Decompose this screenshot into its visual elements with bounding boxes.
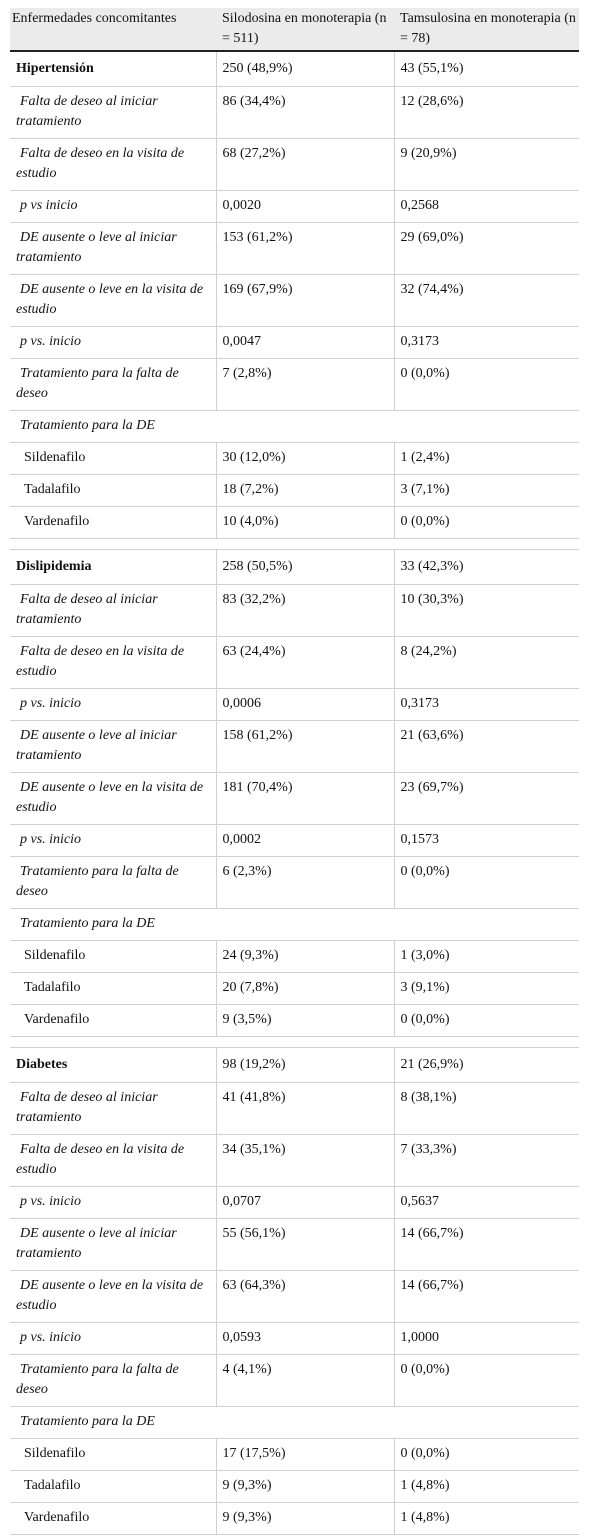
row-label (10, 1271, 216, 1323)
tamsulosina-value: 1 (4,8%) (394, 1471, 579, 1503)
silodosina-value: 4 (4,1%) (216, 1355, 394, 1407)
silodosina-value: 24 (9,3%) (216, 941, 394, 973)
tamsulosina-value: 29 (69,0%) (394, 223, 579, 275)
tamsulosina-value: 21 (26,9%) (394, 1048, 579, 1083)
row-label-text: Tratamiento para la falta de deseo (16, 1362, 179, 1397)
row-label-text: Falta de deseo al iniciar tratamiento (16, 592, 158, 627)
tamsulosina-value: 0 (0,0%) (394, 1355, 579, 1407)
drug-row (10, 941, 579, 973)
row-label (10, 223, 216, 275)
row-label-text: DE ausente o leve en la visita de estudio (16, 1278, 204, 1313)
table-row (10, 585, 579, 637)
drug-row (10, 475, 579, 507)
de-treatment-heading: Tratamiento para la DE (10, 909, 579, 941)
row-label-text: Falta de deseo al iniciar tratamiento (16, 94, 158, 129)
row-label-text: p vs. inicio (20, 696, 82, 711)
silodosina-value: 0,0002 (216, 825, 394, 857)
silodosina-value: 9 (9,3%) (216, 1471, 394, 1503)
silodosina-value: 10 (4,0%) (216, 507, 394, 539)
drug-row (10, 507, 579, 539)
row-label-text: p vs inicio (20, 198, 78, 213)
drug-name: Sildenafilo (10, 1439, 216, 1471)
comorbidity-table (10, 8, 579, 1535)
row-label (10, 191, 216, 223)
silodosina-value: 9 (9,3%) (216, 1503, 394, 1535)
silodosina-value: 30 (12,0%) (216, 443, 394, 475)
table-row (10, 1083, 579, 1135)
silodosina-value: 9 (3,5%) (216, 1005, 394, 1037)
row-label-text: DE ausente o leve al iniciar tratamiento (16, 728, 177, 763)
spacer-cell (394, 1037, 579, 1048)
table-row (10, 773, 579, 825)
table-row (10, 1219, 579, 1271)
silodosina-value: 20 (7,8%) (216, 973, 394, 1005)
tamsulosina-value: 21 (63,6%) (394, 721, 579, 773)
table-row (10, 1135, 579, 1187)
group-header-row (10, 1048, 579, 1083)
row-label-text: DE ausente o leve al iniciar tratamiento (16, 230, 177, 265)
table-row (10, 857, 579, 909)
table-body (10, 51, 579, 1535)
table-row (10, 359, 579, 411)
row-label (10, 825, 216, 857)
silodosina-value: 7 (2,8%) (216, 359, 394, 411)
silodosina-value: 41 (41,8%) (216, 1083, 394, 1135)
silodosina-value: 0,0006 (216, 689, 394, 721)
tamsulosina-value: 0 (0,0%) (394, 507, 579, 539)
row-label (10, 1083, 216, 1135)
tamsulosina-value: 0,3173 (394, 327, 579, 359)
tamsulosina-value: 0 (0,0%) (394, 359, 579, 411)
row-label-text: Tratamiento para la falta de deseo (16, 366, 179, 401)
tamsulosina-value: 32 (74,4%) (394, 275, 579, 327)
table-row (10, 1271, 579, 1323)
row-label (10, 1135, 216, 1187)
group-spacer (10, 1037, 579, 1048)
row-label-text: p vs. inicio (20, 1194, 82, 1209)
table-row (10, 223, 579, 275)
spacer-cell (394, 539, 579, 550)
silodosina-value: 18 (7,2%) (216, 475, 394, 507)
table-row (10, 191, 579, 223)
header-tamsulosina: Tamsulosina en monoterapia (n = 78) (394, 8, 579, 51)
tamsulosina-value: 33 (42,3%) (394, 550, 579, 585)
header-comorbidity: Enfermedades concomitantes (10, 8, 216, 51)
de-treatment-heading: Tratamiento para la DE (10, 411, 579, 443)
tamsulosina-value: 1 (4,8%) (394, 1503, 579, 1535)
tamsulosina-value: 7 (33,3%) (394, 1135, 579, 1187)
table-row (10, 327, 579, 359)
row-label (10, 139, 216, 191)
silodosina-value: 0,0020 (216, 191, 394, 223)
silodosina-value: 55 (56,1%) (216, 1219, 394, 1271)
silodosina-value: 250 (48,9%) (216, 51, 394, 87)
group-header-row (10, 51, 579, 87)
header-row (10, 8, 579, 51)
header-silodosina: Silodosina en monoterapia (n = 511) (216, 8, 394, 51)
row-label (10, 689, 216, 721)
spacer-cell (10, 1037, 216, 1048)
de-treatment-heading-row (10, 909, 579, 941)
tamsulosina-value: 0 (0,0%) (394, 857, 579, 909)
tamsulosina-value: 0,1573 (394, 825, 579, 857)
row-label-text: Falta de deseo al iniciar tratamiento (16, 1090, 158, 1125)
row-label-text: Falta de deseo en la visita de estudio (16, 644, 185, 679)
tamsulosina-value: 0,2568 (394, 191, 579, 223)
spacer-cell (10, 539, 216, 550)
table-row (10, 275, 579, 327)
silodosina-value: 63 (64,3%) (216, 1271, 394, 1323)
row-label (10, 1355, 216, 1407)
tamsulosina-value: 43 (55,1%) (394, 51, 579, 87)
row-label (10, 275, 216, 327)
row-label-text: p vs. inicio (20, 832, 82, 847)
silodosina-value: 86 (34,4%) (216, 87, 394, 139)
drug-name: Vardenafilo (10, 1503, 216, 1535)
group-spacer (10, 539, 579, 550)
row-label (10, 857, 216, 909)
drug-name: Tadalafilo (10, 973, 216, 1005)
tamsulosina-value: 12 (28,6%) (394, 87, 579, 139)
row-label-text: p vs. inicio (20, 1330, 82, 1345)
tamsulosina-value: 0,5637 (394, 1187, 579, 1219)
de-treatment-heading-row (10, 1407, 579, 1439)
drug-name: Tadalafilo (10, 1471, 216, 1503)
table-row (10, 1187, 579, 1219)
row-label-text: Falta de deseo en la visita de estudio (16, 1142, 185, 1177)
group-name: Diabetes (10, 1048, 216, 1083)
table-row (10, 1355, 579, 1407)
table-row (10, 637, 579, 689)
table-row (10, 87, 579, 139)
row-label (10, 1323, 216, 1355)
group-name: Hipertensión (10, 51, 216, 87)
drug-row (10, 1005, 579, 1037)
row-label (10, 87, 216, 139)
drug-row (10, 1439, 579, 1471)
row-label-text: Falta de deseo en la visita de estudio (16, 146, 185, 181)
silodosina-value: 169 (67,9%) (216, 275, 394, 327)
tamsulosina-value: 0 (0,0%) (394, 1439, 579, 1471)
spacer-cell (216, 539, 394, 550)
table-row (10, 825, 579, 857)
row-label (10, 359, 216, 411)
table-row (10, 689, 579, 721)
table-row (10, 721, 579, 773)
drug-name: Sildenafilo (10, 941, 216, 973)
tamsulosina-value: 3 (7,1%) (394, 475, 579, 507)
tamsulosina-value: 1 (3,0%) (394, 941, 579, 973)
group-header-row (10, 550, 579, 585)
de-treatment-heading-row (10, 411, 579, 443)
table-row (10, 139, 579, 191)
silodosina-value: 0,0707 (216, 1187, 394, 1219)
row-label-text: DE ausente o leve en la visita de estudio (16, 282, 204, 317)
row-label (10, 585, 216, 637)
silodosina-value: 153 (61,2%) (216, 223, 394, 275)
drug-name: Vardenafilo (10, 507, 216, 539)
tamsulosina-value: 8 (38,1%) (394, 1083, 579, 1135)
row-label-text: DE ausente o leve en la visita de estudio (16, 780, 204, 815)
silodosina-value: 0,0593 (216, 1323, 394, 1355)
tamsulosina-value: 0,3173 (394, 689, 579, 721)
silodosina-value: 158 (61,2%) (216, 721, 394, 773)
tamsulosina-value: 1,0000 (394, 1323, 579, 1355)
tamsulosina-value: 9 (20,9%) (394, 139, 579, 191)
row-label (10, 1219, 216, 1271)
table-header (10, 8, 579, 51)
tamsulosina-value: 23 (69,7%) (394, 773, 579, 825)
drug-name: Tadalafilo (10, 475, 216, 507)
silodosina-value: 63 (24,4%) (216, 637, 394, 689)
spacer-cell (216, 1037, 394, 1048)
silodosina-value: 181 (70,4%) (216, 773, 394, 825)
tamsulosina-value: 14 (66,7%) (394, 1219, 579, 1271)
tamsulosina-value: 14 (66,7%) (394, 1271, 579, 1323)
drug-row (10, 443, 579, 475)
tamsulosina-value: 3 (9,1%) (394, 973, 579, 1005)
row-label-text: Tratamiento para la falta de deseo (16, 864, 179, 899)
drug-name: Sildenafilo (10, 443, 216, 475)
drug-row (10, 1503, 579, 1535)
row-label (10, 773, 216, 825)
drug-row (10, 973, 579, 1005)
silodosina-value: 0,0047 (216, 327, 394, 359)
drug-name: Vardenafilo (10, 1005, 216, 1037)
row-label-text: p vs. inicio (20, 334, 82, 349)
row-label (10, 1187, 216, 1219)
group-name: Dislipidemia (10, 550, 216, 585)
drug-row (10, 1471, 579, 1503)
tamsulosina-value: 0 (0,0%) (394, 1005, 579, 1037)
table-row (10, 1323, 579, 1355)
row-label (10, 327, 216, 359)
de-treatment-heading: Tratamiento para la DE (10, 1407, 579, 1439)
silodosina-value: 258 (50,5%) (216, 550, 394, 585)
silodosina-value: 68 (27,2%) (216, 139, 394, 191)
row-label (10, 721, 216, 773)
silodosina-value: 34 (35,1%) (216, 1135, 394, 1187)
silodosina-value: 6 (2,3%) (216, 857, 394, 909)
tamsulosina-value: 8 (24,2%) (394, 637, 579, 689)
row-label (10, 637, 216, 689)
row-label-text: DE ausente o leve al iniciar tratamiento (16, 1226, 177, 1261)
tamsulosina-value: 10 (30,3%) (394, 585, 579, 637)
silodosina-value: 98 (19,2%) (216, 1048, 394, 1083)
silodosina-value: 17 (17,5%) (216, 1439, 394, 1471)
tamsulosina-value: 1 (2,4%) (394, 443, 579, 475)
silodosina-value: 83 (32,2%) (216, 585, 394, 637)
